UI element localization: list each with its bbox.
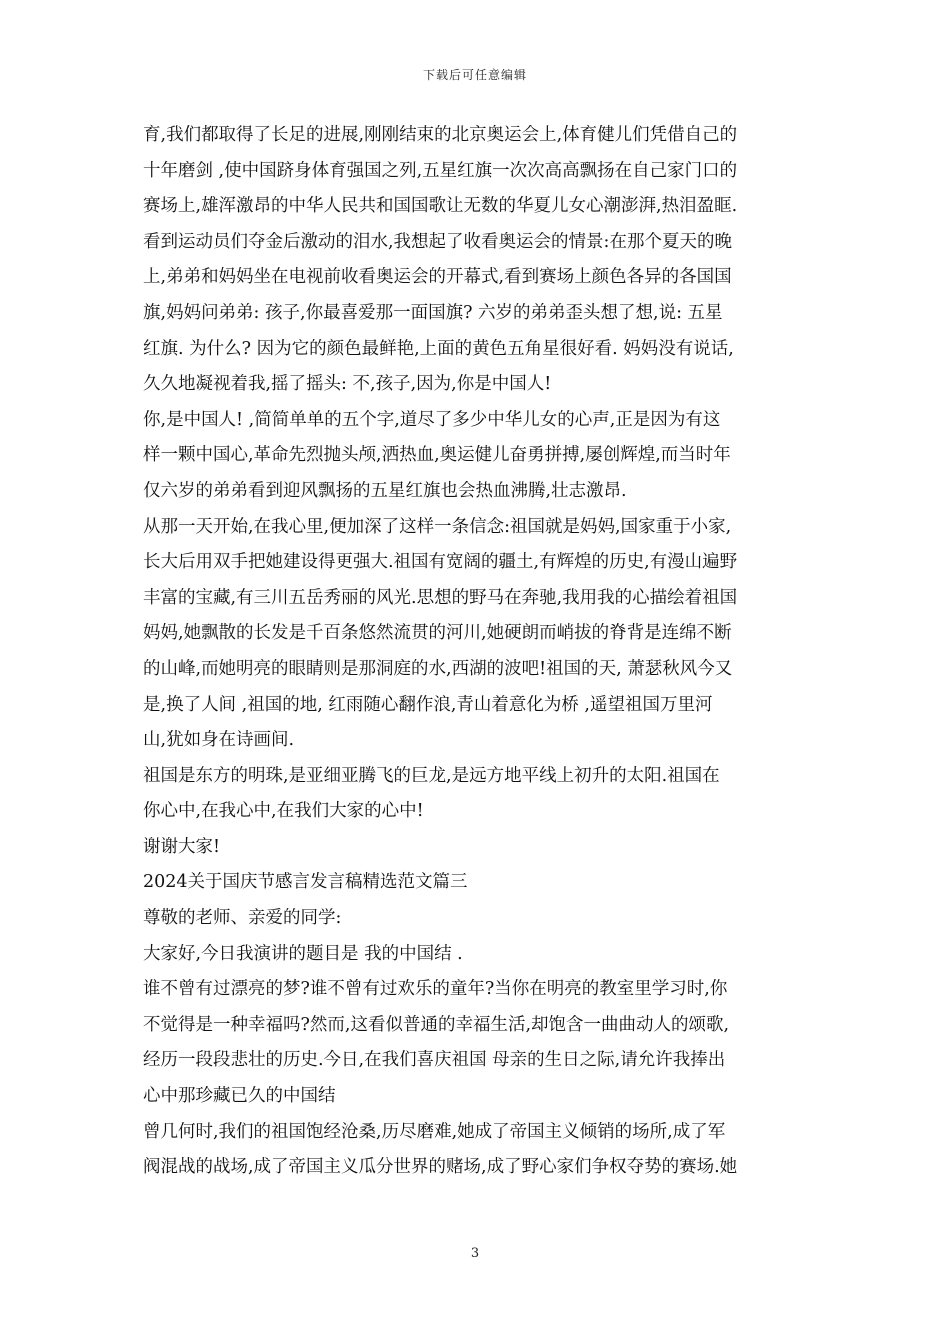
text-line: 你,是中国人! ,简简单单的五个字,道尽了多少中华儿女的心声,正是因为有这 — [143, 409, 721, 430]
text-line: 阀混战的战场,成了帝国主义瓜分世界的赌场,成了野心家们争权夺势的赛场.她 — [143, 1157, 738, 1178]
text-line: 仅六岁的弟弟看到迎风飘扬的五星红旗也会热血沸腾,壮志激昂. — [143, 480, 627, 501]
text-line: 曾几何时,我们的祖国饱经沧桑,历尽磨难,她成了帝国主义倾销的场所,成了军 — [143, 1121, 726, 1142]
text-line: 大家好,今日我演讲的题目是 我的中国结 . — [143, 943, 463, 964]
text-line: 旗,妈妈问弟弟: 孩子,你最喜爱那一面国旗? 六岁的弟弟歪头想了想,说: 五星 — [143, 302, 723, 323]
text-line: 育,我们都取得了长足的进展,刚刚结束的北京奥运会上,体育健儿们凭借自己的 — [143, 125, 738, 145]
text-line: 上,弟弟和妈妈坐在电视前收看奥运会的开幕式,看到赛场上颜色各异的各国国 — [143, 267, 732, 288]
text-line: 谢谢大家! — [143, 836, 221, 857]
text-line: 谁不曾有过漂亮的梦?谁不曾有过欢乐的童年?当你在明亮的教室里学习时,你 — [143, 979, 728, 1000]
text-line: 是,换了人间 ,祖国的地, 红雨随心翻作浪,青山着意化为桥 ,遥望祖国万里河 — [143, 694, 713, 715]
text-line: 你心中,在我心中,在我们大家的心中! — [143, 801, 424, 822]
text-line: 久久地凝视着我,摇了摇头: 不,孩子,因为,你是中国人! — [143, 374, 552, 395]
text-line: 红旗. 为什么? 因为它的颜色最鲜艳,上面的黄色五角星很好看. 妈妈没有说话, — [143, 338, 734, 359]
text-line: 看到运动员们夺金后激动的泪水,我想起了收看奥运会的情景:在那个夏天的晚 — [143, 231, 732, 252]
text-line: 尊敬的老师、亲爱的同学: — [143, 908, 342, 929]
text-line: 从那一天开始,在我心里,便加深了这样一条信念:祖国就是妈妈,国家重于小家, — [143, 516, 732, 537]
text-line: 十年磨剑 ,使中国跻身体育强国之列,五星红旗一次次高高飘扬在自己家门口的 — [143, 160, 738, 181]
text-line: 样一颗中国心,革命先烈抛头颅,洒热血,奥运健儿奋勇拼搏,屡创辉煌,而当时年 — [143, 445, 731, 466]
page-header: 下载后可任意编辑 — [422, 68, 527, 82]
section-heading: 2024关于国庆节感言发言稿精选范文篇三 — [143, 872, 468, 893]
text-line: 赛场上,雄浑激昂的中华人民共和国国歌让无数的华夏儿女心潮澎湃,热泪盈眶. — [143, 196, 738, 217]
text-line: 妈妈,她飘散的长发是千百条悠然流贯的河川,她硬朗而峭拔的脊背是连绵不断 — [143, 623, 732, 644]
text-line: 山,犹如身在诗画间. — [143, 730, 295, 751]
document-body — [143, 118, 813, 1186]
text-line: 心中那珍藏已久的中国结 — [143, 1086, 336, 1107]
text-line: 祖国是东方的明珠,是亚细亚腾飞的巨龙,是远方地平线上初升的太阳.祖国在 — [143, 765, 720, 786]
text-line: 丰富的宝藏,有三川五岳秀丽的风光.思想的野马在奔驰,我用我的心描绘着祖国 — [143, 587, 738, 608]
text-line: 经历一段段悲壮的历史.今日,在我们喜庆祖国 母亲的生日之际,请允许我捧出 — [143, 1050, 726, 1071]
text-line: 的山峰,而她明亮的眼睛则是那洞庭的水,西湖的波吧!祖国的天, 萧瑟秋风今又 — [143, 658, 733, 679]
text-line: 不觉得是一种幸福吗?然而,这看似普通的幸福生活,却饱含一曲曲动人的颂歌, — [143, 1014, 730, 1035]
text-line: 长大后用双手把她建设得更强大.祖国有宽阔的疆土,有辉煌的历史,有漫山遍野 — [143, 552, 738, 573]
page-number: 3 — [470, 1246, 480, 1261]
